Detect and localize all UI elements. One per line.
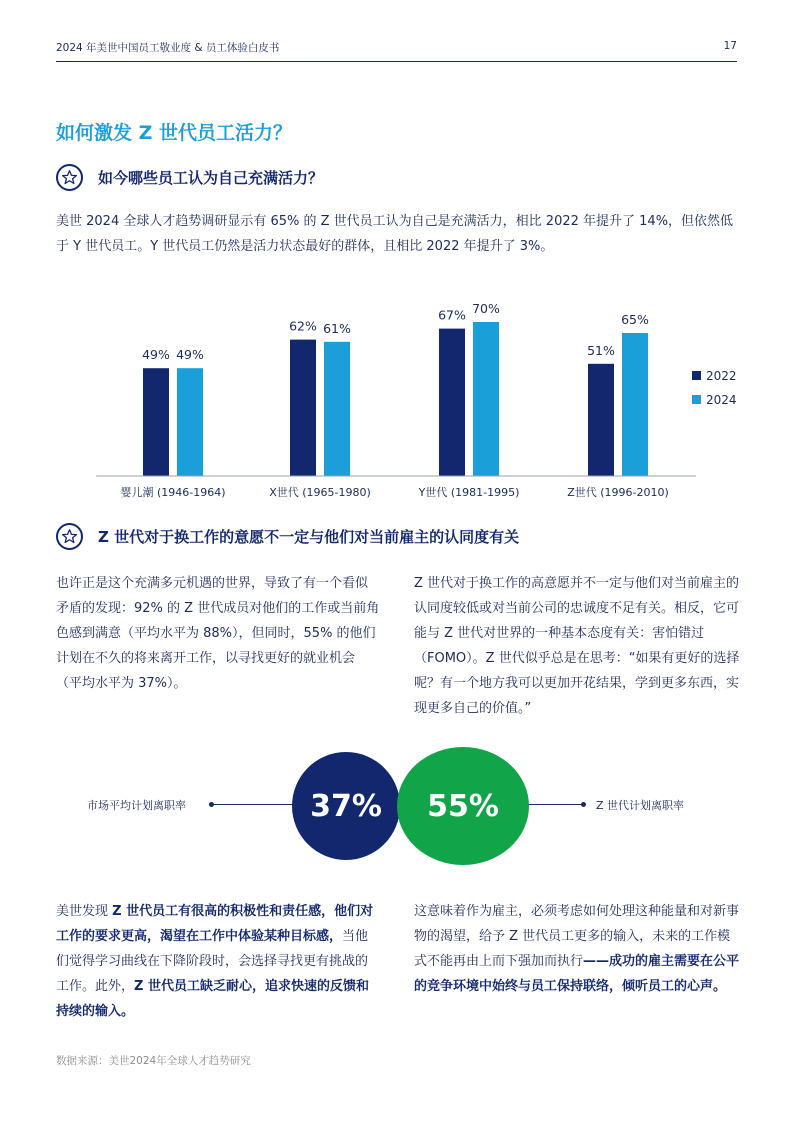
legend-swatch-2024 — [692, 395, 701, 404]
market-average-value: 37% — [310, 788, 382, 824]
gen-z-value: 55% — [427, 788, 499, 824]
market-average-label: 市场平均计划离职率 — [87, 799, 186, 812]
data-label-2022-3: 67% — [438, 307, 466, 323]
bottom-left-text-2: 当他们觉得学习曲线在下降阶段时，会选择寻找更有挑战的工作。此外， — [56, 929, 369, 994]
intro-paragraph: 美世 2024 全球人才趋势调研显示有 65% 的 Z 世代员工认为自己是充满活力，相比 2022 年提升了 14%，但依然低于 Y 世代员工。Y 世代员工仍然是活力状态最好的群体，且相比 2022 年提升了 3%。 — [56, 214, 734, 254]
bar-2022-3 — [439, 329, 465, 476]
bottom-left-bold-2: Z 世代员工缺乏耐心，追求快速的反馈和持续的输入。 — [56, 979, 369, 1019]
x-tick-label-3: Y世代 (1981-1995) — [418, 486, 520, 499]
data-label-2024-1: 49% — [176, 347, 204, 363]
gen-z-circle — [397, 747, 529, 865]
right-connector-dot — [581, 802, 586, 807]
subsection-heading-1 — [56, 164, 323, 191]
subsection-title-2: Z 世代对于换工作的意愿不一定与他们对当前雇主的认同度有关 — [98, 528, 520, 546]
bar-2024-3 — [473, 322, 499, 476]
legend-label-2022: 2022 — [706, 369, 737, 383]
market-average-circle — [292, 752, 400, 860]
bar-2024-4 — [622, 333, 648, 476]
x-tick-label-1: 婴儿潮 (1946-1964) — [120, 486, 226, 499]
star-badge-icon — [56, 523, 83, 550]
right-connector-line — [528, 804, 584, 805]
star-badge-icon — [56, 164, 83, 191]
page-number: 17 — [723, 40, 737, 52]
data-label-2022-1: 49% — [142, 347, 170, 363]
header-title: 2024 年美世中国员工敬业度 & 员工体验白皮书 — [56, 42, 280, 54]
data-label-2024-3: 70% — [472, 301, 500, 316]
left-paragraph: 也许正是这个充满多元机遇的世界，导致了有一个看似矛盾的发现：92% 的 Z 世代成员对他们的工作或当前角色感到满意（平均水平为 88%），但同时，55% 的他们计划在不久的将来离开工作，以寻找更好的就业机会（平均水平为 37%）。 — [56, 576, 380, 691]
data-label-2022-2: 62% — [289, 318, 317, 334]
bottom-left-text-1: 美世发现 — [56, 904, 113, 919]
bar-2024-2 — [324, 342, 350, 476]
right-paragraph: Z 世代对于换工作的高意愿并不一定与他们对当前雇主的认同度较低或对当前公司的忠诚度不足有关。相反，它可能与 Z 世代对世界的一种基本态度有关：害怕错过（FOMO）。Z 世代似乎总是在思考：“如果有更好的选择呢？有一个地方我可以更加开花结果，学到更多东西，实现更多自己的价值。” — [414, 576, 740, 716]
data-source-note: 数据来源：美世2024年全球人才趋势研究 — [56, 1055, 251, 1067]
bar-2022-1 — [143, 368, 169, 476]
bottom-right-paragraph — [414, 899, 741, 999]
left-connector-line — [212, 804, 294, 805]
bottom-left-bold-1: Z 世代员工有很高的积极性和责任感，他们对工作的要求更高，渴望在工作中体验某种目标感， — [56, 904, 374, 944]
subsection-heading-2 — [56, 523, 519, 550]
x-tick-label-4: Z世代 (1996-2010) — [567, 486, 669, 499]
bar-2022-4 — [588, 364, 614, 476]
bottom-right-text-1: 这意味着作为雇主，必须考虑如何处理这种能量和对新事物的渴望，给予 Z 世代员工更多的输入，未来的工作模式不能再由上而下强加而执行 — [414, 904, 740, 969]
legend-swatch-2022 — [692, 371, 701, 380]
data-label-2022-4: 51% — [587, 342, 615, 358]
data-label-2024-4: 65% — [621, 312, 649, 327]
section-title: 如何激发 Z 世代员工活力？ — [56, 122, 293, 144]
bottom-right-bold-1: ——成功的雇主需要在公平的竞争环境中始终与员工保持联络，倾听员工的心声。 — [414, 954, 740, 994]
left-connector-dot — [209, 802, 214, 807]
subsection-title-1: 如今哪些员工认为自己充满活力？ — [98, 169, 324, 187]
header-divider — [56, 61, 737, 62]
gen-z-label: Z 世代计划离职率 — [596, 799, 685, 812]
data-label-2024-2: 61% — [323, 320, 351, 336]
legend-label-2024: 2024 — [706, 393, 737, 407]
vitality-bar-chart — [56, 270, 746, 510]
bottom-left-paragraph — [56, 899, 380, 1024]
x-tick-label-2: X世代 (1965-1980) — [269, 486, 371, 499]
bar-2024-1 — [177, 368, 203, 476]
bar-2022-2 — [290, 340, 316, 476]
